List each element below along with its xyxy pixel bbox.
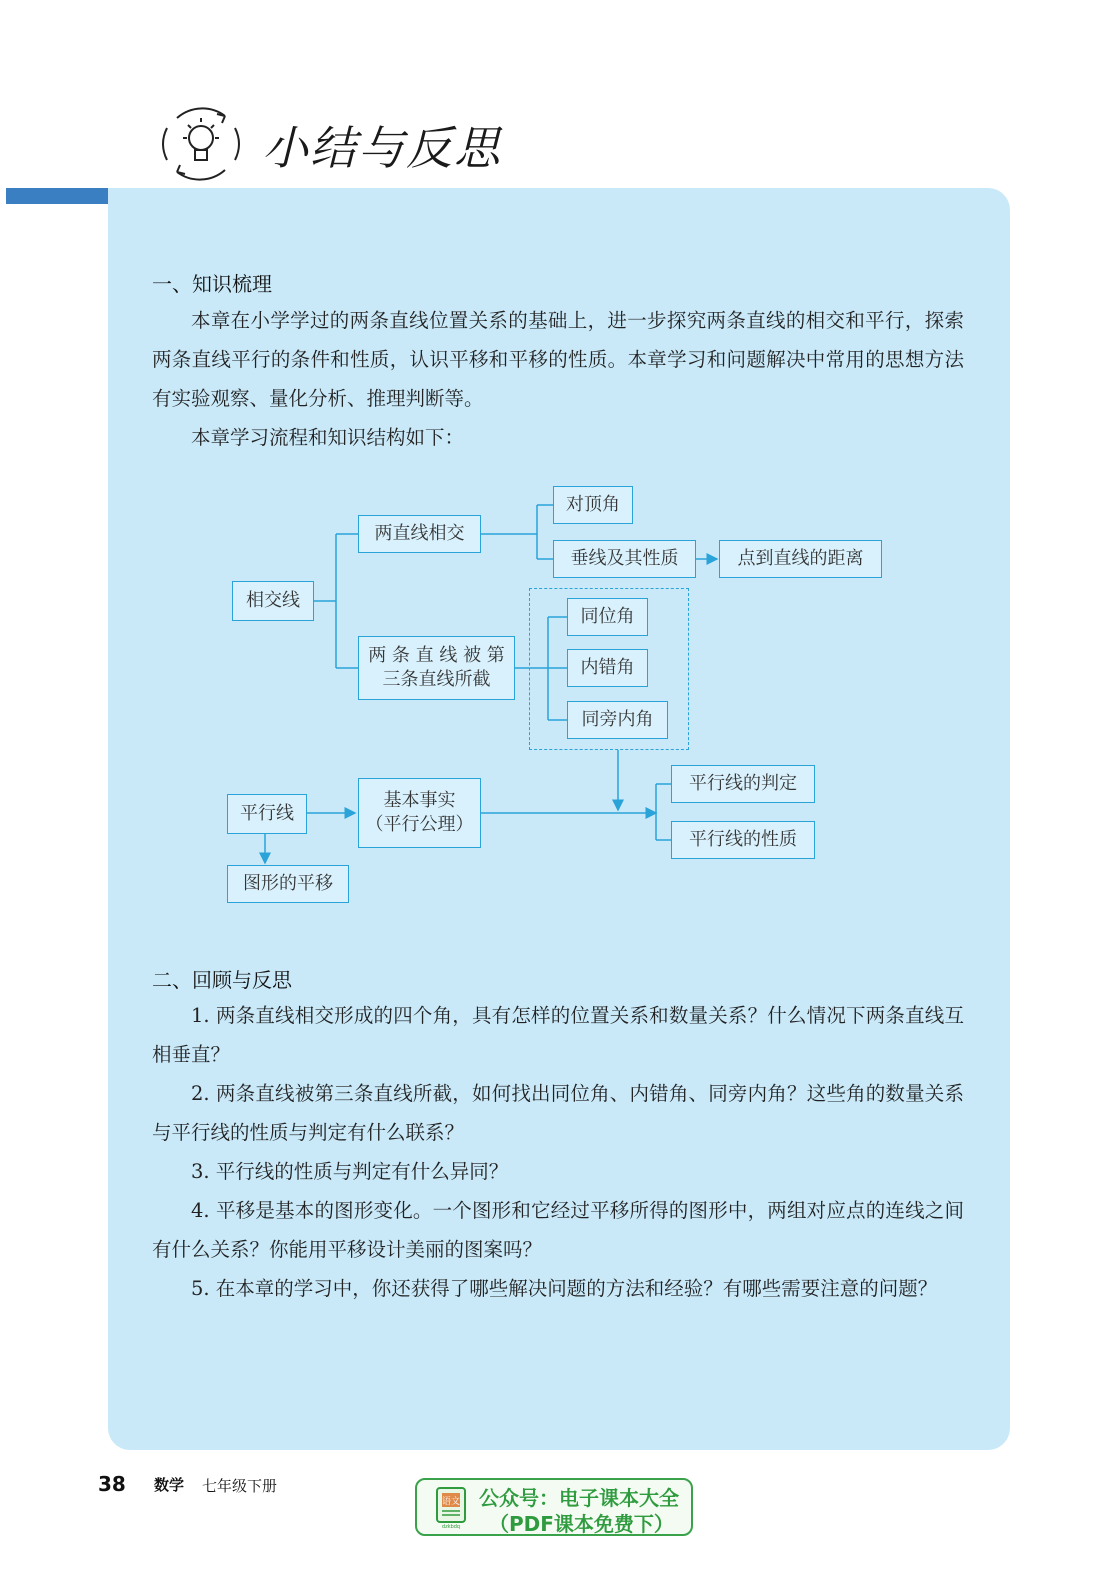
- intro-paragraph: 本章在小学学过的两条直线位置关系的基础上，进一步探究两条直线的相交和平行，探索两条直线平行的条件和性质，认识平移和平移的性质。本章学习和问题解决中常用的思想方法有实验观察、量化分析、推理判断等。: [152, 309, 964, 410]
- node-translation: 图形的平移: [227, 865, 349, 903]
- stamp-line-1: 公众号：电子课本大全: [479, 1486, 679, 1510]
- node-basic-fact: [358, 778, 481, 848]
- page-title: 小结与反思: [262, 121, 502, 175]
- node-two-lines-intersect: 两直线相交: [358, 515, 481, 553]
- node-corresponding-angles: 同位角: [567, 598, 648, 636]
- textbook-logo-icon: [431, 1486, 471, 1530]
- footer-grade: 七年级下册: [202, 1477, 278, 1495]
- review-questions: [152, 996, 964, 1308]
- section-title-knowledge: 一、知识梳理: [152, 272, 272, 296]
- stamp-line-2: （PDF课本免费下）: [489, 1512, 674, 1536]
- review-question: 5. 在本章的学习中，你还获得了哪些解决问题的方法和经验？有哪些需要注意的问题？: [191, 1277, 938, 1300]
- review-question: 1. 两条直线相交形成的四个角，具有怎样的位置关系和数量关系？什么情况下两条直线互相垂直？: [152, 1004, 964, 1066]
- node-parallel-lines: 平行线: [227, 794, 307, 834]
- node-alternate-angles: 内错角: [567, 649, 648, 687]
- watermark-stamp: [415, 1478, 693, 1536]
- node-same-side-angles: 同旁内角: [567, 701, 668, 739]
- node-parallel-test: 平行线的判定: [671, 765, 815, 803]
- basic-fact-title: 基本事实: [383, 790, 456, 811]
- page-number: 38: [98, 1472, 126, 1496]
- node-vertical-angles: 对顶角: [553, 486, 633, 524]
- node-point-line-distance: 点到直线的距离: [719, 540, 882, 578]
- section-title-review: 二、回顾与反思: [152, 968, 292, 992]
- intro-paragraph: 本章学习流程和知识结构如下：: [191, 426, 465, 449]
- svg-text:语文: 语文: [441, 1497, 461, 1507]
- review-question: 4. 平移是基本的图形变化。一个图形和它经过平移所得的图形中，两组对应点的连线之间有什么关系？你能用平移设计美丽的图案吗？: [152, 1199, 964, 1261]
- node-intersecting-lines: 相交线: [232, 581, 314, 621]
- review-question: 2. 两条直线被第三条直线所截，如何找出同位角、内错角、同旁内角？这些角的数量关系与平行线的性质与判定有什么联系？: [152, 1082, 964, 1144]
- node-parallel-property: 平行线的性质: [671, 821, 815, 859]
- review-question: 3. 平行线的性质与判定有什么异同？: [191, 1160, 509, 1183]
- basic-fact-subtitle: （平行公理）: [365, 814, 474, 835]
- svg-text:dzkbdq: dzkbdq: [441, 1524, 461, 1530]
- node-third-line-cut: 两 条 直 线 被 第 三条直线所截: [358, 636, 515, 700]
- node-perpendicular: 垂线及其性质: [553, 540, 696, 578]
- footer-subject: 数学: [154, 1476, 185, 1494]
